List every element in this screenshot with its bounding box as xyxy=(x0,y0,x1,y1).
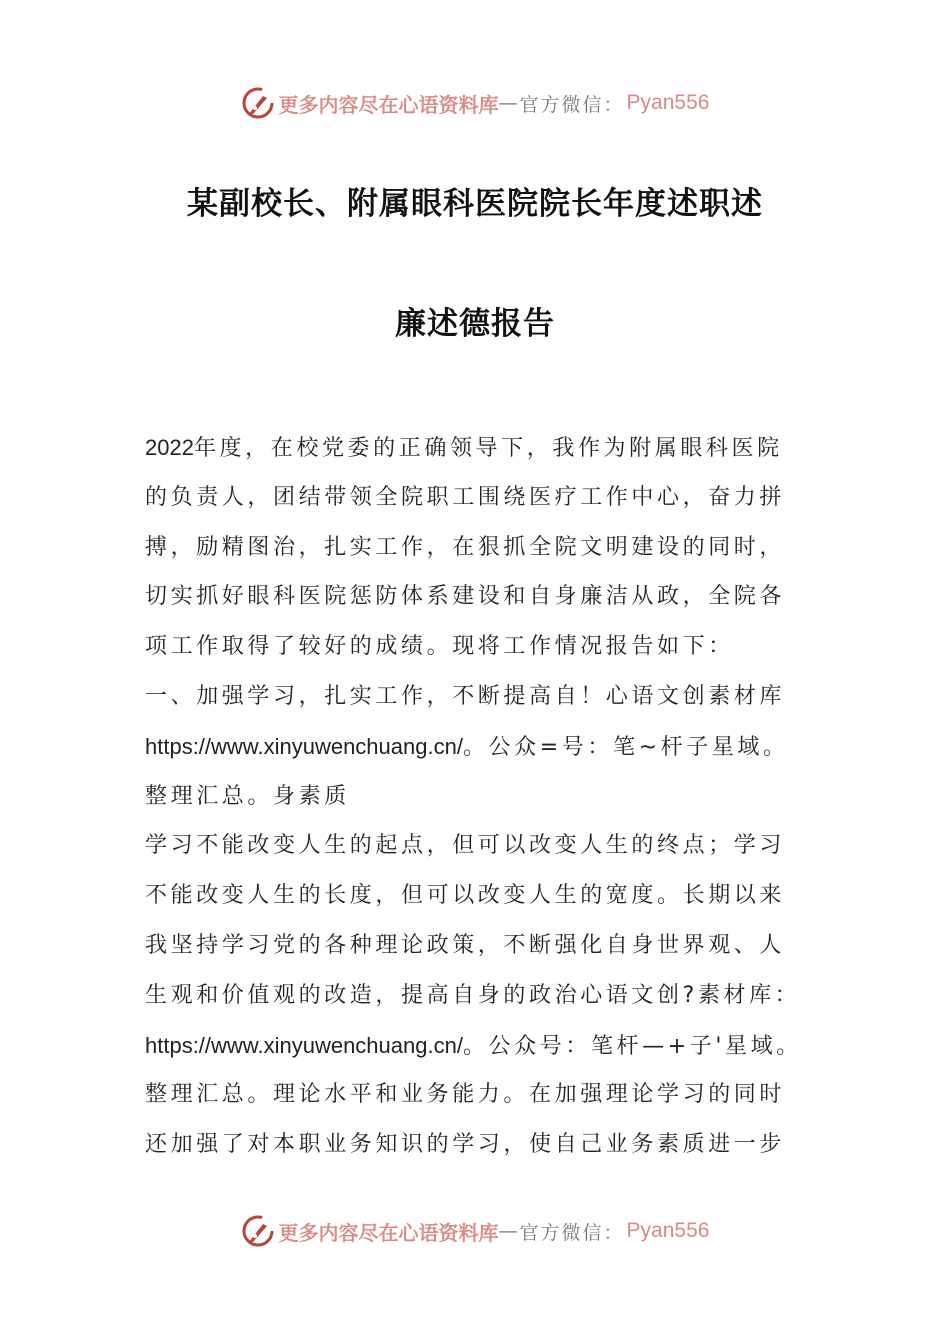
watermark-wechat-id: Pyan556 xyxy=(626,91,710,114)
watermark-brand: 更多内容尽在心语资料库 xyxy=(278,92,499,117)
paragraph-line xyxy=(145,528,835,578)
line-text: 。公众=号：笔~杆子星域。 xyxy=(462,734,789,760)
line-text: 学习不能改变人生的起点，但可以改变人生的终点；学习 xyxy=(145,833,786,859)
paragraph-line xyxy=(145,478,835,528)
watermark-footer xyxy=(0,1211,950,1251)
line-text: 整理汇总。理论水平和业务能力。在加强理论学习的同时 xyxy=(145,1082,786,1108)
document-title-line-2: 廉述德报告 xyxy=(395,306,555,342)
url-text: https://www.xinyuwenchuang.cn/ xyxy=(145,1032,463,1058)
paragraph-line xyxy=(145,627,835,677)
line-text: 一、加强学习，扎实工作，不断提高自！心语文创素材库 xyxy=(145,683,786,709)
watermark-dash: — xyxy=(498,1220,520,1242)
watermark-dash: — xyxy=(498,92,520,114)
paragraph-line xyxy=(145,577,835,627)
watermark-brand: 更多内容尽在心语资料库 xyxy=(278,1220,499,1245)
document-body xyxy=(145,428,835,1175)
paragraph-line xyxy=(145,1026,835,1076)
line-text: 我坚持学习党的各种理论政策，不断强化自身世界观、人 xyxy=(145,932,786,958)
paragraph-line xyxy=(145,777,835,827)
paragraph-line xyxy=(145,876,835,926)
watermark-wechat-label: 官方微信： xyxy=(519,93,625,116)
line-text: 切实抓好眼科医院惩防体系建设和自身廉洁从政，全院各 xyxy=(145,584,786,610)
paragraph-line xyxy=(145,1125,835,1175)
watermark-header xyxy=(0,83,950,123)
line-text: 年度，在校党委的正确领导下，我作为附属眼科医院 xyxy=(193,436,783,461)
line-text: 还加强了对本职业务知识的学习，使自己业务素质进一步 xyxy=(145,1132,786,1158)
paragraph-line xyxy=(145,1075,835,1125)
paragraph-line xyxy=(145,976,835,1026)
year-text: 2022 xyxy=(145,435,194,460)
line-text: 整理汇总。身素质 xyxy=(145,783,350,809)
paragraph-line xyxy=(145,727,835,777)
line-text: 生观和价值观的改造，提高自身的政治心语文创?素材库： xyxy=(145,982,801,1008)
line-text: 的负责人，团结带领全院职工围绕医疗工作中心，奋力拼 xyxy=(145,484,786,510)
line-text: 项工作取得了较好的成绩。现将工作情况报告如下： xyxy=(145,634,734,660)
paragraph-line xyxy=(145,677,835,727)
paragraph-line xyxy=(145,428,835,478)
line-text: 搏，励精图治，扎实工作，在狠抓全院文明建设的同时， xyxy=(145,534,786,560)
document-title-line-1: 某副校长、附属眼科医院院长年度述职述 xyxy=(187,186,763,222)
paragraph-line xyxy=(145,826,835,876)
quill-logo-icon xyxy=(241,86,275,120)
quill-logo-icon xyxy=(241,1214,275,1248)
paragraph-line xyxy=(145,926,835,976)
url-text: https://www.xinyuwenchuang.cn/ xyxy=(145,733,463,759)
line-text: 不能改变人生的长度，但可以改变人生的宽度。长期以来 xyxy=(145,883,786,909)
watermark-wechat-id: Pyan556 xyxy=(626,1219,710,1242)
line-text: 。公众号：笔杆—+子'星域。 xyxy=(462,1033,802,1059)
watermark-wechat-label: 官方微信： xyxy=(519,1221,625,1244)
